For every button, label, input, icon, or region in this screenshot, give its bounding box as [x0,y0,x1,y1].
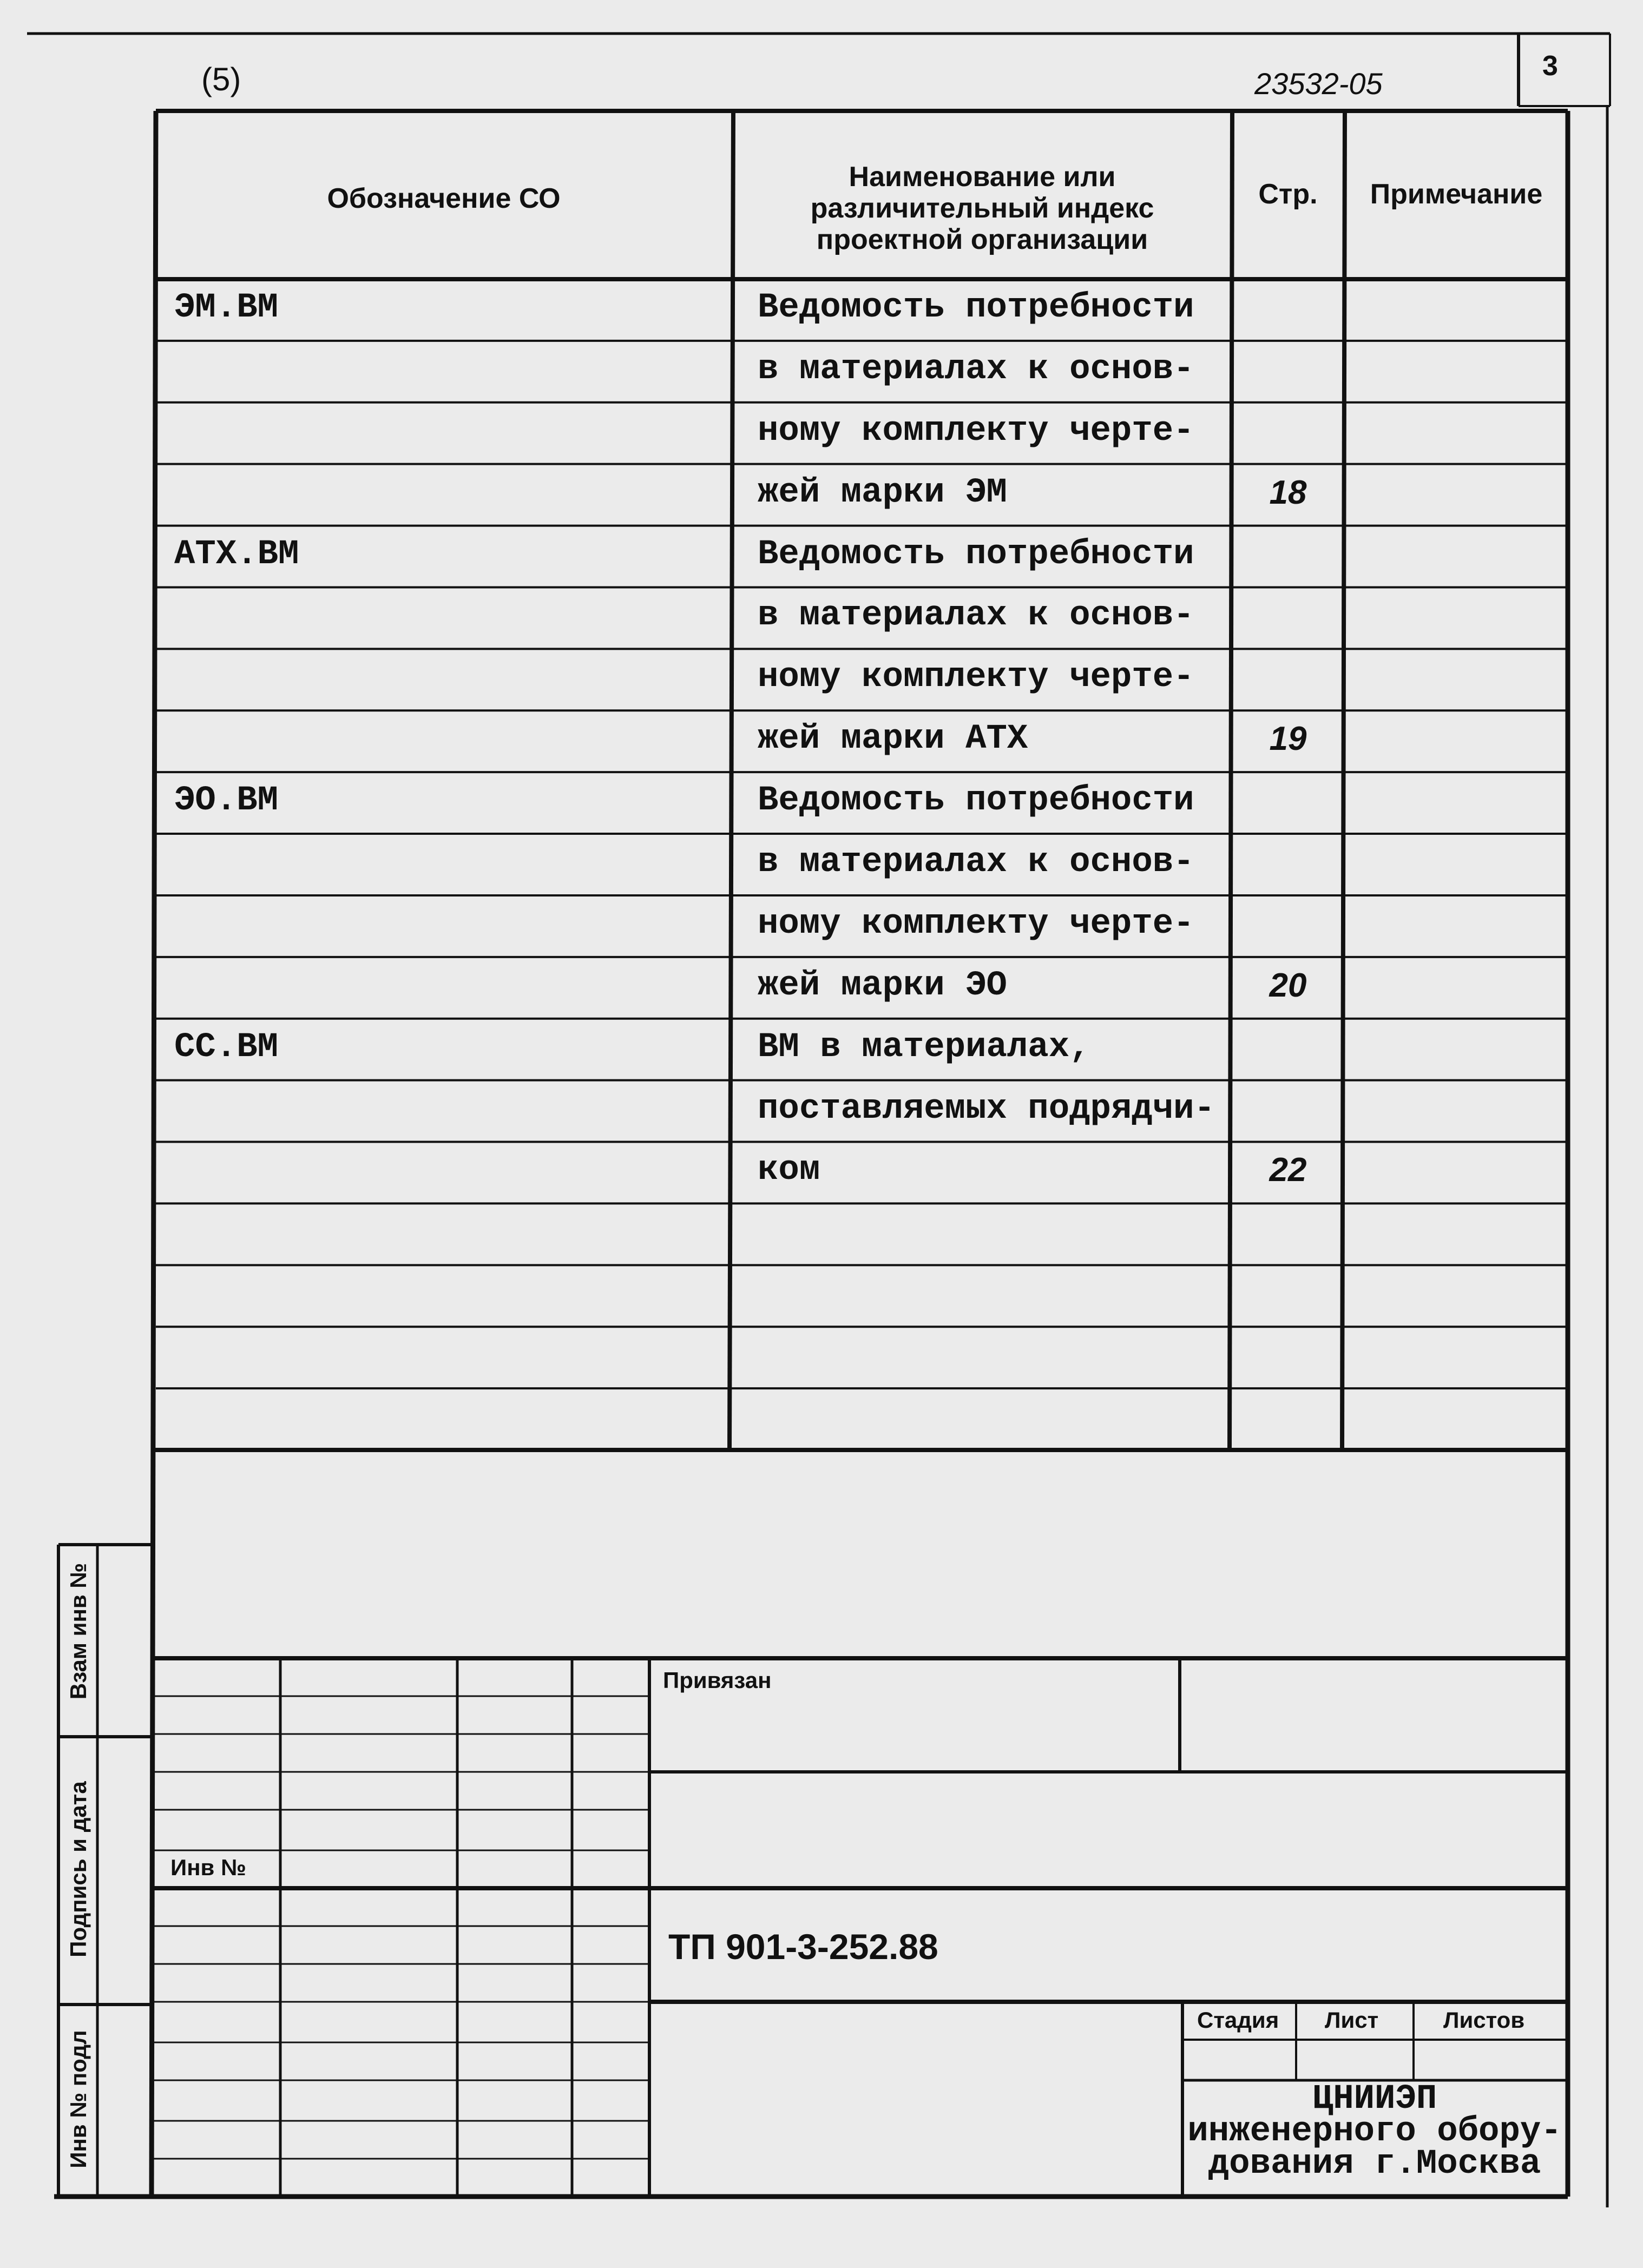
sheet-label: Лист [1325,2007,1379,2033]
row-name: ному комплекту черте- [758,411,1194,451]
row-name: ком [758,1151,820,1190]
row-name: в материалах к основ- [758,596,1194,636]
page-number: 3 [1542,50,1558,82]
row-name: жей марки ЭО [758,966,1007,1005]
row-page: 18 [1269,473,1307,511]
row-name: ному комплекту черте- [758,904,1194,944]
row-name: ному комплекту черте- [758,658,1194,697]
row-name: в материалах к основ- [758,350,1194,389]
row-page: 19 [1269,720,1307,758]
column-header-name-line: различительный индекс [810,193,1154,224]
row-name: в материалах к основ- [758,843,1194,882]
row-code: ЭМ.ВМ [174,288,279,327]
sheet-index: (5) [201,61,241,97]
row-page: 20 [1269,966,1307,1004]
row-name: Ведомость потребности [758,288,1194,327]
organization-line: инженерного обору- [1187,2112,1562,2151]
privyazan-label: Привязан [663,1667,772,1693]
row-code: СС.ВМ [174,1027,279,1067]
inv-no-label: Инв № [170,1855,246,1880]
column-header-page: Стр. [1258,179,1318,210]
organization-line: ЦНИИЭП [1312,2080,1437,2119]
row-name: ВМ в материалах, [758,1027,1090,1067]
stamp-inv-podl: Инв № подл [65,2030,91,2168]
stamp-podpis-data: Подпись и дата [65,1781,91,1957]
row-name: Ведомость потребности [758,781,1194,821]
column-header-designation: Обозначение СО [327,183,561,214]
row-name: жей марки ЭМ [758,473,1007,512]
row-name: жей марки АТХ [758,720,1028,759]
row-code: ЭО.ВМ [174,781,279,821]
document-number: 23532-05 [1254,67,1383,101]
row-name: поставляемых подрядчи- [758,1089,1215,1129]
drawing-designation: ТП 901-3-252.88 [668,1927,938,1967]
sheets-label: Листов [1443,2007,1525,2033]
organization-line: дования г.Москва [1208,2145,1541,2184]
row-name: Ведомость потребности [758,535,1194,574]
organization-name [1185,2080,1564,2184]
stage-label: Стадия [1197,2007,1279,2033]
row-page: 22 [1269,1151,1307,1189]
column-header-name-line: проектной организации [816,224,1148,255]
stamp-vzam-inv: Взам инв № [65,1562,91,1700]
column-header-note: Примечание [1370,179,1543,210]
row-code: АТХ.ВМ [174,535,299,574]
column-header-name-line: Наименование или [849,161,1116,193]
